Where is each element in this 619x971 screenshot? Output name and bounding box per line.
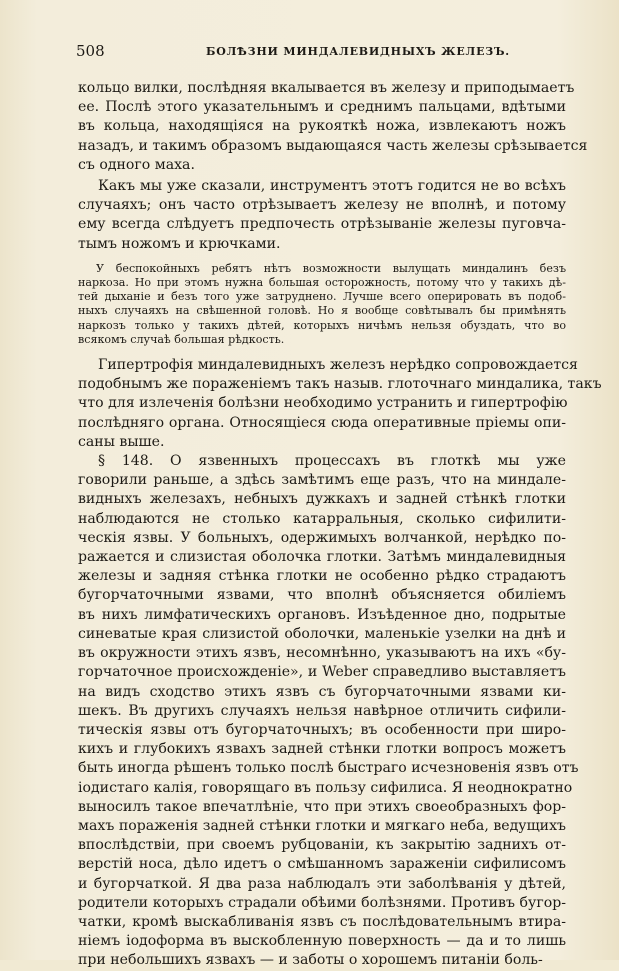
- para1-line: ее. Послѣ этого указательнымъ и среднимъ пальцами, вдѣтыми: [78, 99, 566, 116]
- para4-line: впослѣдствіи, при своемъ рубцованіи, къ закрытію заднихъ от-: [78, 837, 566, 854]
- para4-line: въ нихъ лимфатическихъ органовъ. Изъѣденное дно, подрытые: [78, 606, 566, 623]
- page-number: 508: [76, 42, 105, 60]
- para4-line: быть иногда рѣшенъ только послѣ быстраго исчезновенія язвъ отъ: [78, 760, 579, 777]
- note-line: всякомъ случаѣ большая рѣдкость.: [78, 332, 285, 346]
- para4-line: видныхъ железахъ, небныхъ дужкахъ и задней стѣнкѣ глотки: [78, 491, 566, 508]
- note-line: наркозъ только у такихъ дѣтей, которыхъ ничѣмъ нельзя обуздать, что во: [78, 318, 566, 332]
- footnote-small-print: [78, 262, 566, 347]
- para2-line: случаяхъ; онъ часто отрѣзываетъ железу не вполнѣ, и потому: [78, 197, 566, 214]
- para4-line: шекъ. Въ другихъ случаяхъ нельзя навѣрное отличить сифили-: [78, 702, 566, 719]
- paragraph-3: [78, 356, 602, 452]
- running-title: БОЛѢЗНИ МИНДАЛЕВИДНЫХЪ ЖЕЛЕЗЪ.: [206, 45, 510, 58]
- para4-line: горчаточное происхожденіе», и Weber справедливо выставляетъ: [78, 664, 566, 681]
- para3-line: послѣдняго органа. Относящіеся сюда оперативные пріемы опи-: [78, 414, 566, 431]
- para2-line: Какъ мы уже сказали, инструментъ этотъ годится не во всѣхъ: [98, 178, 566, 195]
- para3-line: подобнымъ же пораженіемъ такъ назыв. глоточнаго миндалика, такъ: [78, 376, 602, 393]
- note-line: тей дыханіе и безъ того уже затруднено. Лучше всего оперировать въ подоб-: [78, 290, 566, 304]
- para4-line: при небольшихъ язвахъ — и заботы о хорошемъ питаніи боль-: [78, 952, 543, 969]
- para4-line: ческія язвы. У больныхъ, одержимыхъ волчанкой, нерѣдко по-: [78, 529, 566, 546]
- para4-line: тическія язвы отъ бугорчаточныхъ; въ особенности при широ-: [78, 721, 566, 738]
- para4-line: наблюдаются не столько катарральныя, сколько сифилити-: [78, 510, 566, 527]
- para2-line: ему всегда слѣдуетъ предпочесть отрѣзываніе железы пуговча-: [78, 216, 566, 233]
- para4-line: въ окружности этихъ язвъ, несомнѣнно, указываютъ на ихъ «бу-: [78, 645, 566, 662]
- note-line: У беспокойныхъ ребятъ нѣтъ возможности вылущать миндалинъ безъ: [96, 261, 566, 275]
- para1-line: съ одного маха.: [78, 156, 195, 173]
- para1-line: въ кольца, находящіяся на рукояткѣ ножа, извлекаютъ ножъ: [78, 118, 566, 135]
- para3-line: саны выше.: [78, 433, 165, 450]
- para3-line: Гипертрофія миндалевидныхъ железъ нерѣдко сопровождается: [98, 357, 578, 374]
- note-line: наркоза. Но при этомъ нужна большая осторожность, потому что у такихъ дѣ-: [78, 276, 566, 290]
- para4-line: на видъ сходство этихъ язвъ съ бугорчаточными язвами ки-: [78, 683, 566, 700]
- para4-line: ніемъ іодоформа въ выскобленную поверхность — да и то лишь: [78, 933, 566, 950]
- para4-line: § 148. О язвенныхъ процессахъ въ глоткѣ мы уже: [98, 453, 566, 470]
- para4-line: чатки, кромѣ выскабливанія язвъ съ послѣдовательнымъ втира-: [78, 913, 566, 930]
- page-header: [76, 42, 564, 64]
- para4-line: синеватые края слизистой оболочки, маленькіе узелки на днѣ и: [78, 625, 566, 642]
- para4-line: и бугорчаткой. Я два раза наблюдалъ эти заболѣванія у дѣтей,: [78, 875, 566, 892]
- para4-line: верстій носа, дѣло идетъ о смѣшанномъ зараженіи сифилисомъ: [78, 856, 566, 873]
- para4-line: ражается и слизистая оболочка глотки. Затѣмъ миндалевидныя: [78, 549, 566, 566]
- para2-line: тымъ ножомъ и крючками.: [78, 235, 281, 252]
- para4-line: кихъ и глубокихъ язвахъ задней стѣнки глотки вопросъ можетъ: [78, 741, 566, 758]
- para4-line: говорили раньше, а здѣсь замѣтимъ еще разъ, что на миндале-: [78, 472, 566, 489]
- para1-line: назадъ, и такимъ образомъ выдающаяся часть железы срѣзывается: [78, 137, 588, 154]
- paragraph-2: [78, 177, 566, 254]
- para4-line: махъ пораженія задней стѣнки глотки и мягкаго неба, ведущихъ: [78, 817, 566, 834]
- para4-line: іодистаго калія, говорящаго въ пользу сифилиса. Я неоднократно: [78, 779, 573, 796]
- paragraph-1: [78, 79, 588, 175]
- para3-line: что для излеченія болѣзни необходимо устранить и гипертрофію: [78, 395, 568, 412]
- para4-line: бугорчаточными язвами, что вполнѣ объясняется обиліемъ: [78, 587, 566, 604]
- para1-line: кольцо вилки, послѣдняя вкалывается въ железу и приподымаетъ: [78, 80, 575, 96]
- body-text: [78, 79, 602, 971]
- para4-line: родители которыхъ страдали обѣими болѣзнями. Противъ бугор-: [78, 894, 566, 911]
- para4-line: железы и задняя стѣнка глотки не особенно рѣдко страдаютъ: [78, 568, 566, 585]
- paragraph-4: [78, 452, 579, 970]
- note-line: ныхъ случаяхъ на свѣшенной головѣ. Но я вообще совѣтывалъ бы примѣнять: [78, 304, 566, 318]
- para4-line: выносилъ такое впечатлѣніе, что при этихъ своеобразныхъ фор-: [78, 798, 566, 815]
